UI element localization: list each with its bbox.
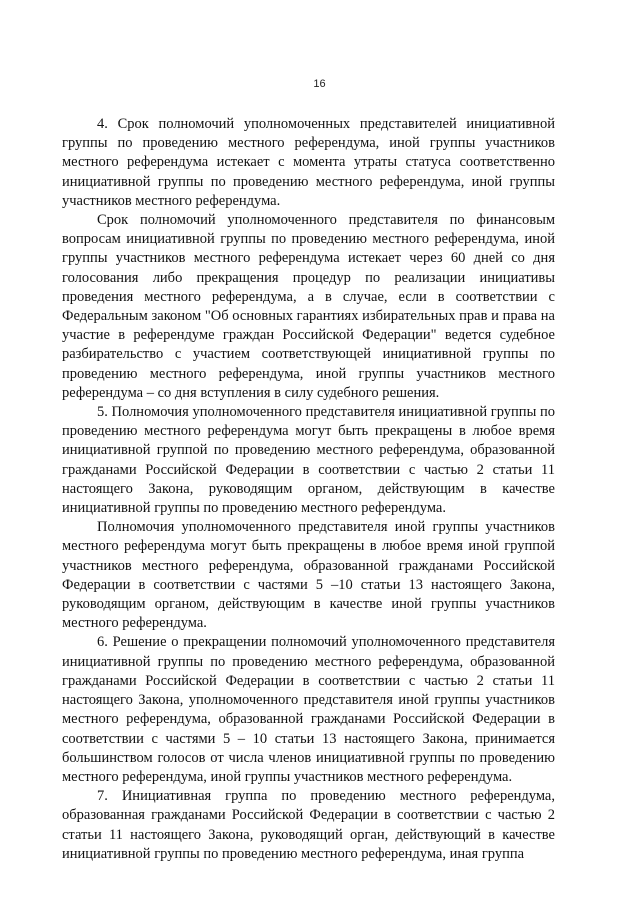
paragraph-term-of-powers: 4. Срок полномочий уполномоченных представителей инициативной группы по проведению местного референдума, иной группы участников местного референдума истекает с момента утраты статуса соответственно инициативной группы по проведению местного референдума, иной группы участников местного референдума. [62,116,555,209]
paragraph-termination-decision: 6. Решение о прекращении полномочий уполномоченного представителя инициативной группы по проведению местного референдума, образованной гражданами Российской Федерации в соответствии с частью 2 статьи 11 настоящего Закона, уполномоченного представителя иной группы участников местного референдума, образованной гражданами Российской Федерации в соответствии с частями 5 – 10 статьи 13 настоящего Закона, принимается большинством голосов от числа членов инициативной группы по проведению местного референдума, иной группы участников местного референдума. [62,634,555,785]
document-body [62,115,555,864]
paragraph-termination-initiative-group: 5. Полномочия уполномоченного представителя инициативной группы по проведению местного референдума могут быть прекращены в любое время инициативной группой по проведению местного референдума, образованной гражданами Российской Федерации в соответствии с частью 2 статьи 11 настоящего Закона, руководящим органом, действующим в качестве инициативной группы по проведению местного референдума. [62,404,555,517]
paragraph-termination-other-group: Полномочия уполномоченного представителя иной группы участников местного референдума могут быть прекращены в любое время иной группой участников местного референдума, образованной гражданами Российской Федерации в соответствии с частями 5 –10 статьи 13 настоящего Закона, руководящим органом, действующим в качестве иной группы участников местного референдума. [62,519,555,632]
paragraph-financial-representative-term: Срок полномочий уполномоченного представителя по финансовым вопросам инициативной группы по проведению местного референдума, иной группы участников местного референдума истекает через 60 дней со дня голосования либо прекращения процедур по реализации инициативы проведения местного референдума, а в случае, если в соответствии с Федеральным законом "Об основных гарантиях избирательных прав и права на участие в референдуме граждан Российской Федерации" ведется судебное разбирательство с участием соответствующей инициативной группы по проведению местного референдума, иной группы участников местного референдума – со дня вступления в силу судебного решения. [62,212,555,401]
paragraph-initiative-group: 7. Инициативная группа по проведению местного референдума, образованная гражданами Российской Федерации в соответствии с частью 2 статьи 11 настоящего Закона, руководящий орган, действующий в качестве инициативной группы по проведению местного референдума, иная группа [62,788,555,862]
page-number: 16 [313,78,326,90]
